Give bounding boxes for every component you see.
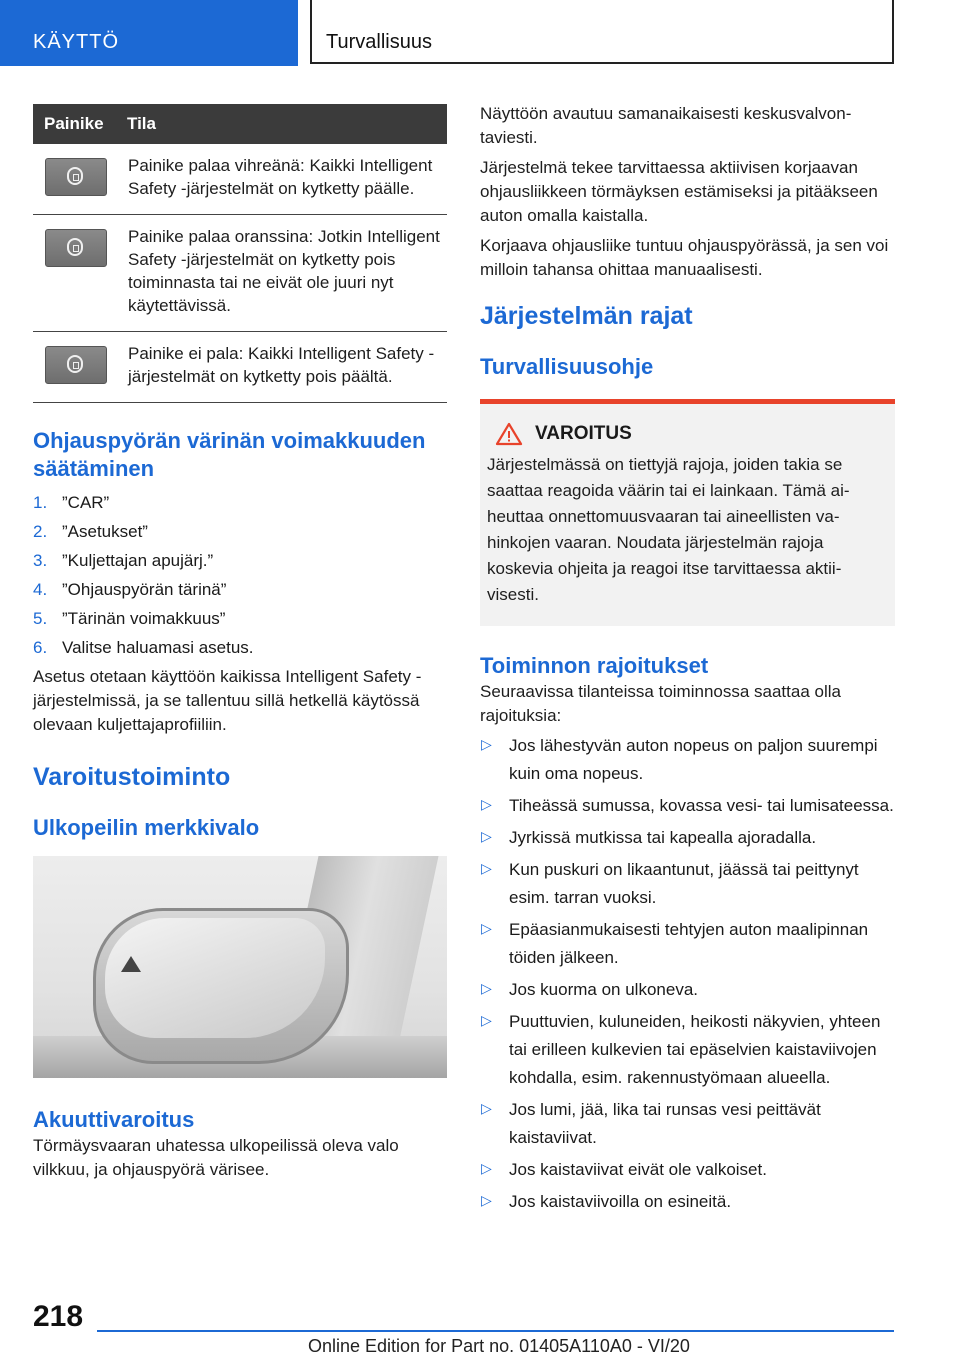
table-cell-state: Painike palaa vihreänä: Kaikki Intelligent Safety -järjestelmät on kytketty päälle. <box>125 144 447 215</box>
list-item: 3. ”Kuljettajan apujärj.” <box>33 551 214 570</box>
button-status-table <box>33 104 447 403</box>
system-limits-heading: Järjestelmän rajat <box>480 302 693 330</box>
mirror-light-heading: Ulkopeilin merkkivalo <box>33 815 260 840</box>
intro-paragraph: Korjaava ohjausliike tuntuu ohjauspyörässä, ja sen voi milloin tahansa ohittaa manuaalisesti. <box>480 236 889 279</box>
function-limits-heading: Toiminnon rajoitukset <box>480 653 709 678</box>
table-row <box>33 144 447 215</box>
list-item: 4. ”Ohjauspyörän tärinä” <box>33 580 227 599</box>
intelligent-safety-button-icon <box>45 346 107 384</box>
edition-text: Online Edition for Part no. 01405A110A0 - VI/20 <box>308 1336 690 1356</box>
intro-paragraph: Näyttöön avautuu samanaikaisesti keskusvalvontaviesti. <box>480 104 852 147</box>
vibration-heading: Ohjauspyörän värinän voimakkuuden säätäminen <box>33 428 426 481</box>
list-item: Jos kuorma on ulkoneva. <box>509 980 698 999</box>
list-item: Jos kaistaviivat eivät ole valkoiset. <box>509 1160 767 1179</box>
safety-note-heading: Turvallisuusohje <box>480 354 654 379</box>
vibration-note: Asetus otetaan käyttöön kaikissa Intelligent Safety -järjestelmissä, ja se tallentuu sillä hetkellä käytössä olevaan kuljettajaprofiiliin. <box>33 667 422 734</box>
list-item: Jos lähestyvän auton nopeus on paljon suurempi kuin oma nopeus. <box>509 736 878 783</box>
table-row <box>33 332 447 403</box>
list-item: 2. ”Asetukset” <box>33 522 148 541</box>
intelligent-safety-button-icon <box>45 229 107 267</box>
section-tab[interactable]: KÄYTTÖ <box>0 0 298 66</box>
vibration-steps <box>33 491 447 665</box>
list-item: Tiheässä sumussa, kovassa vesi- tai lumisateessa. <box>509 796 894 815</box>
table-cell-state: Painike ei pala: Kaikki Intelligent Safety -järjestelmät on kytketty pois päältä. <box>125 332 447 403</box>
left-column <box>33 104 447 1182</box>
table-header-button: Painike <box>33 104 125 144</box>
table-row <box>33 215 447 332</box>
list-item: Kun puskuri on likaantunut, jäässä tai peittynyt esim. tarran vuoksi. <box>509 860 859 907</box>
warning-triangle-icon <box>121 956 141 972</box>
warning-function-heading: Varoitustoiminto <box>33 763 231 791</box>
warning-box <box>480 399 895 626</box>
table-cell-state: Painike palaa oranssina: Jotkin Intelligent Safety -järjestelmät on kytketty pois toiminnasta tai ne eivät ole juuri nyt käytettävissä. <box>125 215 447 332</box>
page-header <box>0 0 960 66</box>
warning-text: Järjestelmässä on tiettyjä rajoja, joiden takia se saattaa reagoida väärin tai ei lainkaan. Tämä aiheuttaa onnettomuusvaaran tai aineellisten vahinkojen vaaran. Noudata järjestelmän rajoja koskevia ohjeita ja reagoi itse tarvittaessa aktiivisesti. <box>487 455 850 604</box>
chapter-title: Turvallisuus <box>310 0 894 64</box>
footer-divider <box>97 1330 894 1332</box>
list-item: 1. ”CAR” <box>33 493 110 512</box>
function-limits-intro: Seuraavissa tilanteissa toiminnossa saattaa olla rajoituksia: <box>480 682 841 725</box>
acute-warning-heading: Akuuttivaroitus <box>33 1107 195 1132</box>
intelligent-safety-button-icon <box>45 158 107 196</box>
side-mirror-illustration <box>33 856 447 1078</box>
intro-paragraph: Järjestelmä tekee tarvittaessa aktiivisen korjaavan ohjausliikkeen törmäyksen estämiseksi ja pitääkseen auton omalla kaistalla. <box>480 158 878 225</box>
list-item: Puuttuvien, kuluneiden, heikosti näkyvien, yhteen tai erilleen kulkevien tai epäselvien kaistaviivojen kohdalla, esim. rakennustyömaan alueella. <box>509 1012 881 1087</box>
warning-title: VAROITUS <box>535 423 632 444</box>
right-column <box>480 104 895 1220</box>
table-header-state: Tila <box>125 104 447 144</box>
list-item: 5. ”Tärinän voimakkuus” <box>33 609 226 628</box>
list-item: 6. Valitse haluamasi asetus. <box>33 638 254 657</box>
limitations-list <box>480 732 895 1216</box>
warning-triangle-icon <box>495 422 523 446</box>
acute-warning-text: Törmäysvaaran uhatessa ulkopeilissä oleva valo vilkkuu, ja ohjauspyörä värisee. <box>33 1136 399 1179</box>
list-item: Epäasianmukaisesti tehtyjen auton maalipinnan töiden jälkeen. <box>509 920 869 967</box>
list-item: Jos lumi, jää, lika tai runsas vesi peittävät kaistaviivat. <box>509 1100 821 1147</box>
list-item: Jyrkissä mutkissa tai kapealla ajoradalla. <box>509 828 817 847</box>
page-number: 218 <box>33 1300 84 1333</box>
list-item: Jos kaistaviivoilla on esineitä. <box>509 1192 732 1211</box>
